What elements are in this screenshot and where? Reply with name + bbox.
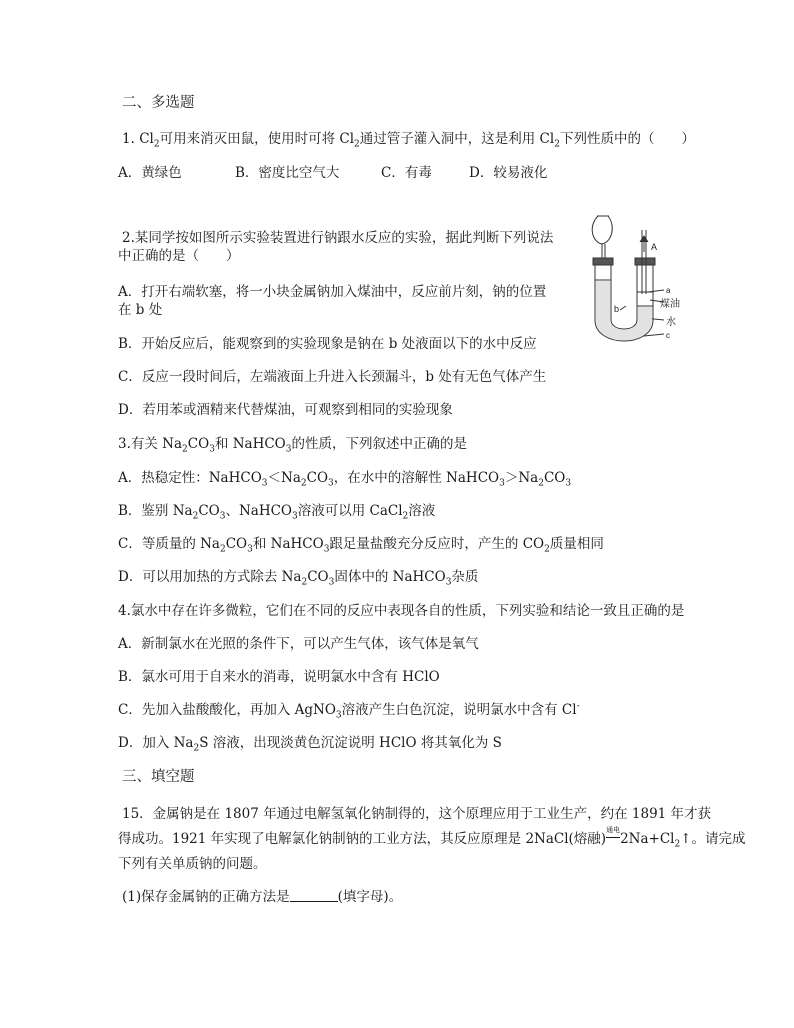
question-3-stem: 3.有关 $Na_2CO_3$和 NaHCO$_3$的性质，下列叙述中正确的是: [118, 436, 467, 455]
question-1-number: 1.: [122, 131, 135, 147]
question-15-line-2: 得成功。1921 年实现了电解氯化钠制钠的工业方法，其反应原理是 2NaCl(熔融) 通电 $2Na+Cl_2↑$。请完成: [118, 830, 746, 848]
answer-blank[interactable]: [290, 889, 338, 902]
reaction-condition-label: 通电: [606, 826, 621, 834]
question-1-text: $Cl_2$可用来消灭田鼠，使用时可将 $Cl_2$通过管子灌入洞中，这是利用 $Cl_2$下列性质中的（ ）: [139, 131, 695, 150]
question-3-option-c[interactable]: C．等质量的 $Na_2CO_3$和 NaHCO$_3$跟足量盐酸充分反应时，产生的 $CO_2$质量相同: [118, 536, 604, 555]
question-2-stem-line-2: 中正确的是（ ）: [118, 248, 240, 264]
question-1-option-b[interactable]: B．密度比空气大: [235, 165, 340, 181]
u-tube-apparatus-figure: [584, 208, 684, 358]
question-1-stem: [122, 130, 695, 148]
question-15-line-3: 下列有关单质钠的问题。: [118, 856, 267, 872]
question-2-option-b[interactable]: B．开始反应后，能观察到的实验现象是钠在 b 处液面以下的水中反应: [118, 336, 537, 352]
question-2-option-d[interactable]: D．若用苯或酒精来代替煤油，可观察到相同的实验现象: [118, 402, 453, 418]
figure-label-kerosene: 煤油: [660, 299, 680, 310]
question-1-option-a[interactable]: A．黄绿色: [118, 165, 182, 181]
question-2-option-a-line-2[interactable]: 在 b 处: [118, 302, 163, 318]
question-2-number: 2.: [122, 230, 135, 246]
section-heading-fill-in: 三、填空题: [122, 769, 195, 785]
question-2-stem-line-1: 2.某同学按如图所示实验装置进行钠跟水反应的实验，据此判断下列说法: [122, 230, 554, 246]
question-1-option-c[interactable]: C．有毒: [381, 165, 432, 181]
question-4-option-b[interactable]: B．氯水可用于自来水的消毒，说明氯水中含有 HClO: [118, 669, 440, 685]
question-3-option-d[interactable]: D．可以用加热的方式除去 $Na_2CO_3$固体中的 NaHCO$_3$杂质: [118, 569, 479, 588]
question-3-option-b[interactable]: B．鉴别 $Na_2CO_3$、NaHCO$_3$溶液可以用 CaCl$_2$溶液: [118, 503, 436, 522]
question-4-option-a[interactable]: A．新制氯水在光照的条件下，可以产生气体，该气体是氧气: [118, 636, 479, 652]
question-1-option-d[interactable]: D．较易液化: [469, 165, 548, 181]
question-3-option-a[interactable]: A．热稳定性：$NaHCO_3<Na_2CO_3$，在水中的溶解性 $NaHCO_3>Na_2CO_3$: [118, 470, 572, 489]
figure-label-water: 水: [666, 317, 676, 328]
question-3-number: 3.: [118, 436, 131, 452]
question-15-sub-1: (1)保存金属钠的正确方法是 (填字母)。: [122, 889, 403, 905]
question-2-option-c[interactable]: C．反应一段时间后，左端液面上升进入长颈漏斗，b 处有无色气体产生: [118, 369, 547, 385]
question-2-option-a-line-1[interactable]: A．打开右端软塞，将一小块金属钠加入煤油中，反应前片刻，钠的位置: [118, 284, 547, 300]
question-4-option-d[interactable]: D．加入 $Na_2S$ 溶液，出现淡黄色沉淀说明 HClO 将其氧化为 S: [118, 735, 502, 754]
figure-label-c: c: [666, 331, 670, 340]
question-4-stem: 4.氯水中存在许多微粒，它们在不同的反应中表现各自的性质，下列实验和结论一致且正确的是: [118, 603, 685, 619]
section-heading-multiple-choice: 二、多选题: [122, 95, 195, 111]
question-4-option-c[interactable]: C．先加入盐酸酸化，再加入 AgNO$_3$溶液产生白色沉淀，说明氯水中含有 Cl-: [118, 701, 580, 721]
reaction-condition-arrow: [606, 826, 621, 848]
figure-label-b: b: [614, 304, 620, 314]
question-4-number: 4.: [118, 603, 131, 619]
question-1-options: [118, 164, 547, 182]
figure-label-A: A: [651, 242, 658, 252]
figure-label-a: a: [666, 286, 671, 295]
question-15-line-1: 15．金属钠是在 1807 年通过电解氢氧化钠制得的，这个原理应用于工业生产，约在 1891 年才获: [122, 806, 712, 822]
